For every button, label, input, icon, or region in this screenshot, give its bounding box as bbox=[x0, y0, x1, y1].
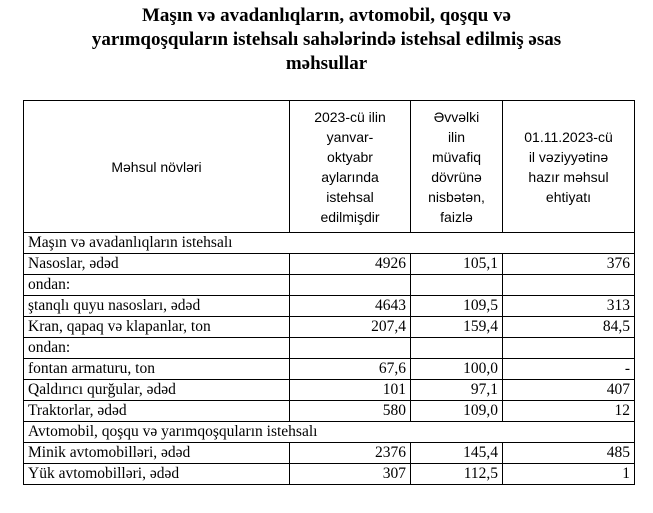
percent-value bbox=[411, 338, 503, 359]
page-title bbox=[0, 4, 653, 76]
produced-value bbox=[290, 338, 411, 359]
table-row bbox=[24, 359, 635, 380]
percent-value: 112,5 bbox=[411, 464, 503, 485]
table-row bbox=[24, 464, 635, 485]
header-product-types: Məhsul növləri bbox=[24, 101, 290, 233]
title-line-3: məhsullar bbox=[285, 53, 368, 74]
table-row bbox=[24, 275, 635, 296]
table-row bbox=[24, 380, 635, 401]
produced-value: 67,6 bbox=[290, 359, 411, 380]
produced-value: 580 bbox=[290, 401, 411, 422]
table-header-row bbox=[24, 101, 635, 233]
table-row bbox=[24, 254, 635, 275]
stock-value: - bbox=[503, 359, 635, 380]
produced-value: 4926 bbox=[290, 254, 411, 275]
product-name: Minik avtomobilləri, ədəd bbox=[24, 443, 290, 464]
product-name: Nasoslar, ədəd bbox=[24, 254, 290, 275]
produced-value: 4643 bbox=[290, 296, 411, 317]
table-row bbox=[24, 443, 635, 464]
stock-value: 376 bbox=[503, 254, 635, 275]
table-row bbox=[24, 401, 635, 422]
product-name: Yük avtomobilləri, ədəd bbox=[24, 464, 290, 485]
product-name: ştanqlı quyu nasosları, ədəd bbox=[24, 296, 290, 317]
stock-value: 313 bbox=[503, 296, 635, 317]
section-heading: Avtomobil, qoşqu və yarımqoşquların istehsalı bbox=[24, 422, 635, 443]
percent-value: 145,4 bbox=[411, 443, 503, 464]
percent-value: 109,5 bbox=[411, 296, 503, 317]
table-row bbox=[24, 338, 635, 359]
stock-value bbox=[503, 275, 635, 296]
production-table bbox=[23, 100, 635, 485]
stock-value: 12 bbox=[503, 401, 635, 422]
stock-value: 1 bbox=[503, 464, 635, 485]
header-stock: 01.11.2023-cü il vəziyyətinə hazır məhsul ehtiyatı bbox=[503, 101, 635, 233]
stock-value: 407 bbox=[503, 380, 635, 401]
title-line-1: Maşın və avadanlıqların, avtomobil, qoşqu və bbox=[142, 5, 511, 26]
produced-value bbox=[290, 275, 411, 296]
percent-value: 97,1 bbox=[411, 380, 503, 401]
percent-value: 100,0 bbox=[411, 359, 503, 380]
section-row bbox=[24, 233, 635, 254]
product-name: ondan: bbox=[24, 275, 290, 296]
percent-value bbox=[411, 275, 503, 296]
produced-value: 207,4 bbox=[290, 317, 411, 338]
stock-value bbox=[503, 338, 635, 359]
percent-value: 109,0 bbox=[411, 401, 503, 422]
stock-value: 84,5 bbox=[503, 317, 635, 338]
product-name: Traktorlar, ədəd bbox=[24, 401, 290, 422]
section-heading: Maşın və avadanlıqların istehsalı bbox=[24, 233, 635, 254]
section-row bbox=[24, 422, 635, 443]
produced-value: 101 bbox=[290, 380, 411, 401]
header-produced: 2023-cü ilin yanvar- oktyabr aylarında istehsal edilmişdir bbox=[290, 101, 411, 233]
produced-value: 2376 bbox=[290, 443, 411, 464]
product-name: ondan: bbox=[24, 338, 290, 359]
table-row bbox=[24, 296, 635, 317]
table-row bbox=[24, 317, 635, 338]
stock-value: 485 bbox=[503, 443, 635, 464]
product-name: Kran, qapaq və klapanlar, ton bbox=[24, 317, 290, 338]
product-name: Qaldırıcı qurğular, ədəd bbox=[24, 380, 290, 401]
produced-value: 307 bbox=[290, 464, 411, 485]
product-name: fontan armaturu, ton bbox=[24, 359, 290, 380]
header-percent-prev-year: Əvvəlki ilin müvafiq dövrünə nisbətən, faizlə bbox=[411, 101, 503, 233]
percent-value: 105,1 bbox=[411, 254, 503, 275]
percent-value: 159,4 bbox=[411, 317, 503, 338]
title-line-2: yarımqoşquların istehsalı sahələrində istehsal edilmiş əsas bbox=[91, 29, 562, 50]
